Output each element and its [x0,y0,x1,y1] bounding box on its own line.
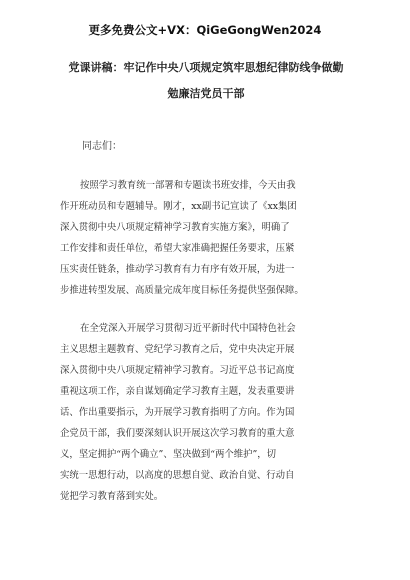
paragraph-line: 工作安排和责任单位，希望大家准确把握任务要求，压紧 [60,243,295,254]
paragraph-2 [60,318,354,507]
paragraph-line: 深入贯彻中央八项规定精神学习教育。习近平总书记高度 [60,365,295,376]
paragraph-1 [60,175,354,301]
paragraph-line: 义，坚定拥护“两个确立”、坚决做到“两个维护”，切 [60,449,277,460]
paragraph-line: 主义思想主题教育、党纪学习教育之后，党中央决定开展 [60,344,295,355]
paragraph-line: 深入贯彻中央八项规定精神学习教育实施方案》，明确了 [60,222,290,233]
salutation: 同志们： [82,141,122,152]
paragraph-line: 按照学习教育统一部署和专题读书班安排，今天由我 [80,180,296,191]
paragraph-line: 实统一思想行动，以高度的思想自觉、政治自觉、行动自 [60,470,295,481]
paragraph-line: 作开班动员和专题辅导。刚才，xx副书记宣读了《xx集团 [60,201,297,212]
paragraph-line: 步推进转型发展、高质量完成年度目标任务提供坚强保障。 [60,285,304,296]
title-line: 党课讲稿：牢记作中央八项规定筑牢思想纪律防线争做勤 [68,61,344,74]
paragraph-line: 重视这项工作，亲自谋划确定学习教育主题，发表重要讲 [60,386,295,397]
paragraph-line: 话、作出重要指示，为开展学习教育指明了方向。作为国 [60,407,295,418]
paragraph-line: 企党员干部，我们要深刻认识开展这次学习教育的重大意 [60,428,295,439]
page-header: 更多免费公文+VX：QiGeGongWen2024 [88,23,322,37]
title-line: 勉廉洁党员干部 [167,87,245,100]
paragraph-line: 在全党深入开展学习贯彻习近平新时代中国特色社会 [80,323,296,334]
paragraph-line: 压实责任链条，推动学习教育有力有序有效开展，为进一 [60,264,295,275]
paragraph-line: 觉把学习教育落到实处。 [60,491,164,502]
document-title [60,55,352,107]
